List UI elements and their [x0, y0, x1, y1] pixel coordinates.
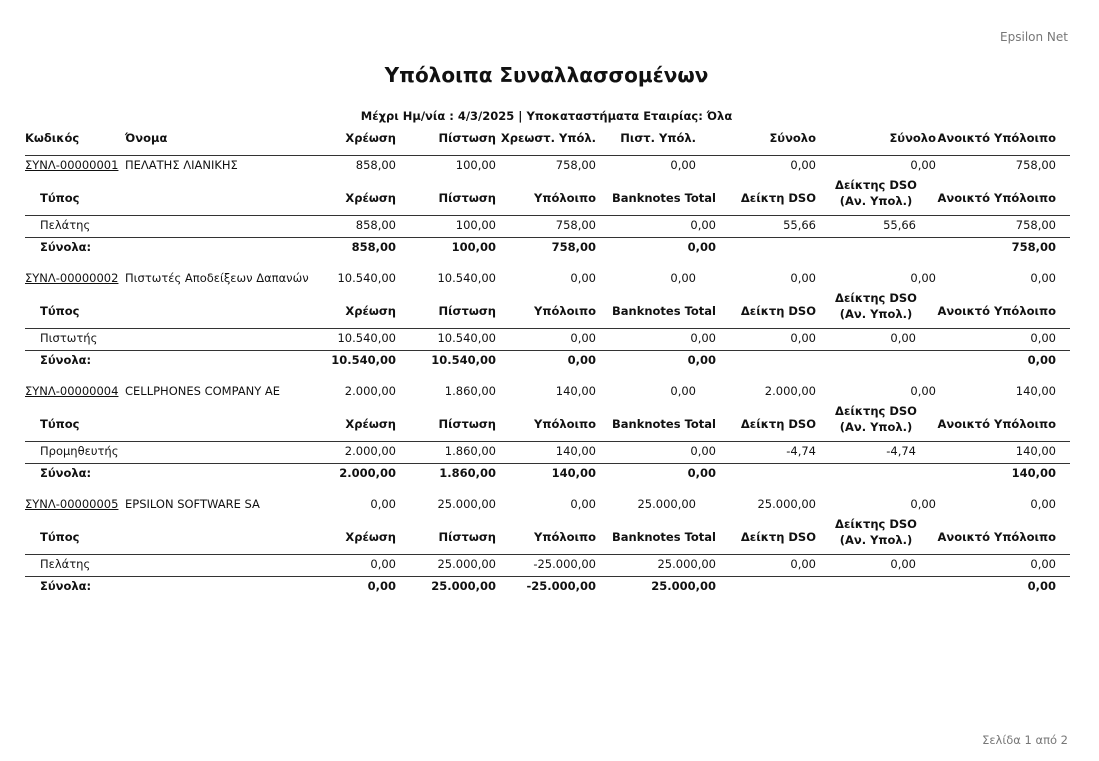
detail-credit: 25.000,00: [437, 557, 496, 571]
sub-header-open-balance: Ανοικτό Υπόλοιπο: [937, 417, 1056, 431]
cell-debit-balance: 0,00: [570, 497, 596, 511]
report-title: Υπόλοιπα Συναλλασσομένων: [384, 63, 709, 87]
totals-debit: 10.540,00: [331, 353, 396, 367]
detail-type: Πελάτης: [40, 218, 91, 232]
totals-credit: 1.860,00: [439, 466, 496, 480]
totals-debit: 2.000,00: [339, 466, 396, 480]
cell-open-balance: 140,00: [1015, 384, 1056, 398]
page-footer: Σελίδα 1 από 2: [982, 733, 1068, 747]
sub-header-dso-open-line1: Δείκτης DSO: [835, 291, 917, 305]
detail-open-balance: 140,00: [1015, 444, 1056, 458]
cell-credit-balance: 0,00: [670, 384, 696, 398]
customer-row: [25, 156, 1070, 174]
sub-header-row: [25, 517, 1070, 547]
col-header-total-1: Σύνολο: [769, 131, 816, 145]
detail-open-balance: 0,00: [1030, 557, 1056, 571]
totals-label: Σύνολα:: [40, 466, 92, 480]
cell-total-2: 0,00: [910, 271, 936, 285]
sub-header-dso-open: [826, 290, 926, 322]
detail-debit: 0,00: [370, 557, 396, 571]
detail-dso-open: 0,00: [890, 557, 916, 571]
sub-header-type: Τύπος: [40, 530, 80, 544]
detail-dso: 0,00: [790, 557, 816, 571]
customer-code-link[interactable]: ΣΥΝΛ-00000002: [25, 271, 119, 285]
totals-open-balance: 0,00: [1027, 353, 1056, 367]
sub-header-dso-open: [826, 516, 926, 548]
sub-header-type: Τύπος: [40, 191, 80, 205]
customer-code-link[interactable]: ΣΥΝΛ-00000001: [25, 158, 119, 172]
totals-banknotes: 25.000,00: [651, 579, 716, 593]
col-header-code: Κωδικός: [25, 131, 80, 145]
totals-label: Σύνολα:: [40, 579, 92, 593]
sub-header-dso-open-line2: (Αν. Υπολ.): [839, 533, 913, 547]
cell-total-2: 0,00: [910, 384, 936, 398]
totals-credit: 100,00: [451, 240, 496, 254]
totals-debit: 0,00: [367, 579, 396, 593]
sub-header-banknotes: Banknotes Total: [611, 530, 716, 544]
customer-code-link[interactable]: ΣΥΝΛ-00000005: [25, 497, 119, 511]
sub-header-banknotes: Banknotes Total: [611, 417, 716, 431]
report-subtitle: Μέχρι Ημ/νία : 4/3/2025 | Υποκαταστήματα Εταιρίας: Όλα: [360, 109, 733, 123]
detail-open-balance: 758,00: [1015, 218, 1056, 232]
totals-label: Σύνολα:: [40, 353, 92, 367]
cell-debit-balance: 140,00: [555, 384, 596, 398]
sub-header-debit: Χρέωση: [345, 530, 396, 544]
totals-balance: 140,00: [551, 466, 596, 480]
cell-credit: 100,00: [455, 158, 496, 172]
cell-open-balance: 0,00: [1030, 497, 1056, 511]
detail-open-balance: 0,00: [1030, 331, 1056, 345]
detail-row: [25, 555, 1070, 573]
totals-row: [25, 464, 1070, 482]
sub-header-dso-open-line2: (Αν. Υπολ.): [839, 194, 913, 208]
detail-dso: -4,74: [786, 444, 816, 458]
totals-debit: 858,00: [351, 240, 396, 254]
detail-type: Πελάτης: [40, 557, 91, 571]
sub-header-dso: Δείκτη DSO: [740, 304, 816, 318]
sub-header-balance: Υπόλοιπο: [534, 304, 596, 318]
detail-banknotes: 0,00: [690, 331, 716, 345]
totals-banknotes: 0,00: [687, 353, 716, 367]
totals-open-balance: 140,00: [1011, 466, 1056, 480]
detail-row: [25, 216, 1070, 234]
col-header-name: Όνομα: [125, 131, 168, 145]
detail-balance: 140,00: [555, 444, 596, 458]
sub-header-dso: Δείκτη DSO: [740, 191, 816, 205]
sub-header-dso-open-line1: Δείκτης DSO: [835, 404, 917, 418]
cell-debit: 2.000,00: [344, 384, 396, 398]
totals-row: [25, 577, 1070, 595]
detail-dso: 0,00: [790, 331, 816, 345]
cell-total-1: 25.000,00: [757, 497, 816, 511]
totals-balance: 758,00: [551, 240, 596, 254]
sub-header-balance: Υπόλοιπο: [534, 191, 596, 205]
sub-header-dso-open-line1: Δείκτης DSO: [835, 178, 917, 192]
brand-label: Epsilon Net: [1000, 30, 1068, 44]
main-header-row: [25, 129, 1070, 147]
customer-code-link[interactable]: ΣΥΝΛ-00000004: [25, 384, 119, 398]
totals-banknotes: 0,00: [687, 466, 716, 480]
totals-credit: 25.000,00: [431, 579, 496, 593]
totals-row: [25, 351, 1070, 369]
sub-header-balance: Υπόλοιπο: [534, 417, 596, 431]
detail-dso-open: 55,66: [883, 218, 916, 232]
sub-header-dso: Δείκτη DSO: [740, 417, 816, 431]
detail-type: Προμηθευτής: [40, 444, 119, 458]
cell-open-balance: 758,00: [1015, 158, 1056, 172]
detail-dso: 55,66: [783, 218, 816, 232]
cell-open-balance: 0,00: [1030, 271, 1056, 285]
sub-header-dso: Δείκτη DSO: [740, 530, 816, 544]
cell-total-2: 0,00: [910, 158, 936, 172]
sub-header-row: [25, 178, 1070, 208]
sub-header-dso-open-line1: Δείκτης DSO: [835, 517, 917, 531]
customer-row: [25, 269, 1070, 287]
sub-header-debit: Χρέωση: [345, 304, 396, 318]
totals-open-balance: 758,00: [1011, 240, 1056, 254]
detail-banknotes: 0,00: [690, 218, 716, 232]
detail-balance: -25.000,00: [533, 557, 596, 571]
col-header-open-balance: Ανοικτό Υπόλοιπο: [937, 131, 1056, 145]
sub-header-credit: Πίστωση: [438, 191, 496, 205]
customer-row: [25, 382, 1070, 400]
cell-debit-balance: 758,00: [555, 158, 596, 172]
sub-header-open-balance: Ανοικτό Υπόλοιπο: [937, 191, 1056, 205]
customer-row: [25, 495, 1070, 513]
customer-name: EPSILON SOFTWARE SA: [125, 497, 260, 511]
sub-header-debit: Χρέωση: [345, 417, 396, 431]
sub-header-debit: Χρέωση: [345, 191, 396, 205]
detail-debit: 858,00: [355, 218, 396, 232]
cell-debit: 0,00: [370, 497, 396, 511]
cell-credit: 10.540,00: [437, 271, 496, 285]
totals-row: [25, 238, 1070, 256]
sub-header-open-balance: Ανοικτό Υπόλοιπο: [937, 304, 1056, 318]
detail-balance: 0,00: [570, 331, 596, 345]
sub-header-open-balance: Ανοικτό Υπόλοιπο: [937, 530, 1056, 544]
cell-total-1: 0,00: [790, 158, 816, 172]
sub-header-balance: Υπόλοιπο: [534, 530, 596, 544]
sub-header-dso-open: [826, 177, 926, 209]
customer-name: ΠΕΛΑΤΗΣ ΛΙΑΝΙΚΗΣ: [125, 158, 238, 172]
col-header-debit: Χρέωση: [345, 131, 396, 145]
cell-credit-balance: 0,00: [670, 158, 696, 172]
sub-header-credit: Πίστωση: [438, 304, 496, 318]
cell-credit: 25.000,00: [437, 497, 496, 511]
detail-credit: 10.540,00: [437, 331, 496, 345]
totals-credit: 10.540,00: [431, 353, 496, 367]
detail-debit: 2.000,00: [344, 444, 396, 458]
col-header-credit-balance: Πιστ. Υπόλ.: [620, 131, 696, 145]
cell-total-1: 2.000,00: [764, 384, 816, 398]
col-header-total-2: Σύνολο: [889, 131, 936, 145]
cell-debit: 10.540,00: [337, 271, 396, 285]
totals-balance: -25.000,00: [526, 579, 596, 593]
detail-debit: 10.540,00: [337, 331, 396, 345]
cell-credit-balance: 0,00: [670, 271, 696, 285]
sub-header-dso-open-line2: (Αν. Υπολ.): [839, 307, 913, 321]
detail-credit: 1.860,00: [444, 444, 496, 458]
sub-header-credit: Πίστωση: [438, 417, 496, 431]
sub-header-banknotes: Banknotes Total: [611, 191, 716, 205]
detail-banknotes: 25.000,00: [657, 557, 716, 571]
totals-open-balance: 0,00: [1027, 579, 1056, 593]
detail-banknotes: 0,00: [690, 444, 716, 458]
cell-total-2: 0,00: [910, 497, 936, 511]
cell-credit: 1.860,00: [444, 384, 496, 398]
detail-credit: 100,00: [455, 218, 496, 232]
detail-type: Πιστωτής: [40, 331, 98, 345]
sub-header-row: [25, 404, 1070, 434]
sub-header-row: [25, 291, 1070, 321]
customer-name: Πιστωτές Αποδείξεων Δαπανών: [125, 271, 309, 285]
cell-total-1: 0,00: [790, 271, 816, 285]
detail-row: [25, 329, 1070, 347]
sub-header-credit: Πίστωση: [438, 530, 496, 544]
totals-label: Σύνολα:: [40, 240, 92, 254]
totals-banknotes: 0,00: [687, 240, 716, 254]
detail-balance: 758,00: [555, 218, 596, 232]
cell-debit-balance: 0,00: [570, 271, 596, 285]
detail-row: [25, 442, 1070, 460]
col-header-credit: Πίστωση: [438, 131, 496, 145]
sub-header-type: Τύπος: [40, 417, 80, 431]
customer-name: CELLPHONES COMPANY AE: [125, 384, 281, 398]
cell-credit-balance: 25.000,00: [637, 497, 696, 511]
cell-debit: 858,00: [355, 158, 396, 172]
sub-header-dso-open: [826, 403, 926, 435]
detail-dso-open: -4,74: [886, 444, 916, 458]
totals-balance: 0,00: [567, 353, 596, 367]
sub-header-banknotes: Banknotes Total: [611, 304, 716, 318]
sub-header-type: Τύπος: [40, 304, 80, 318]
detail-dso-open: 0,00: [890, 331, 916, 345]
sub-header-dso-open-line2: (Αν. Υπολ.): [839, 420, 913, 434]
col-header-debit-balance: Χρεωστ. Υπόλ.: [500, 131, 596, 145]
